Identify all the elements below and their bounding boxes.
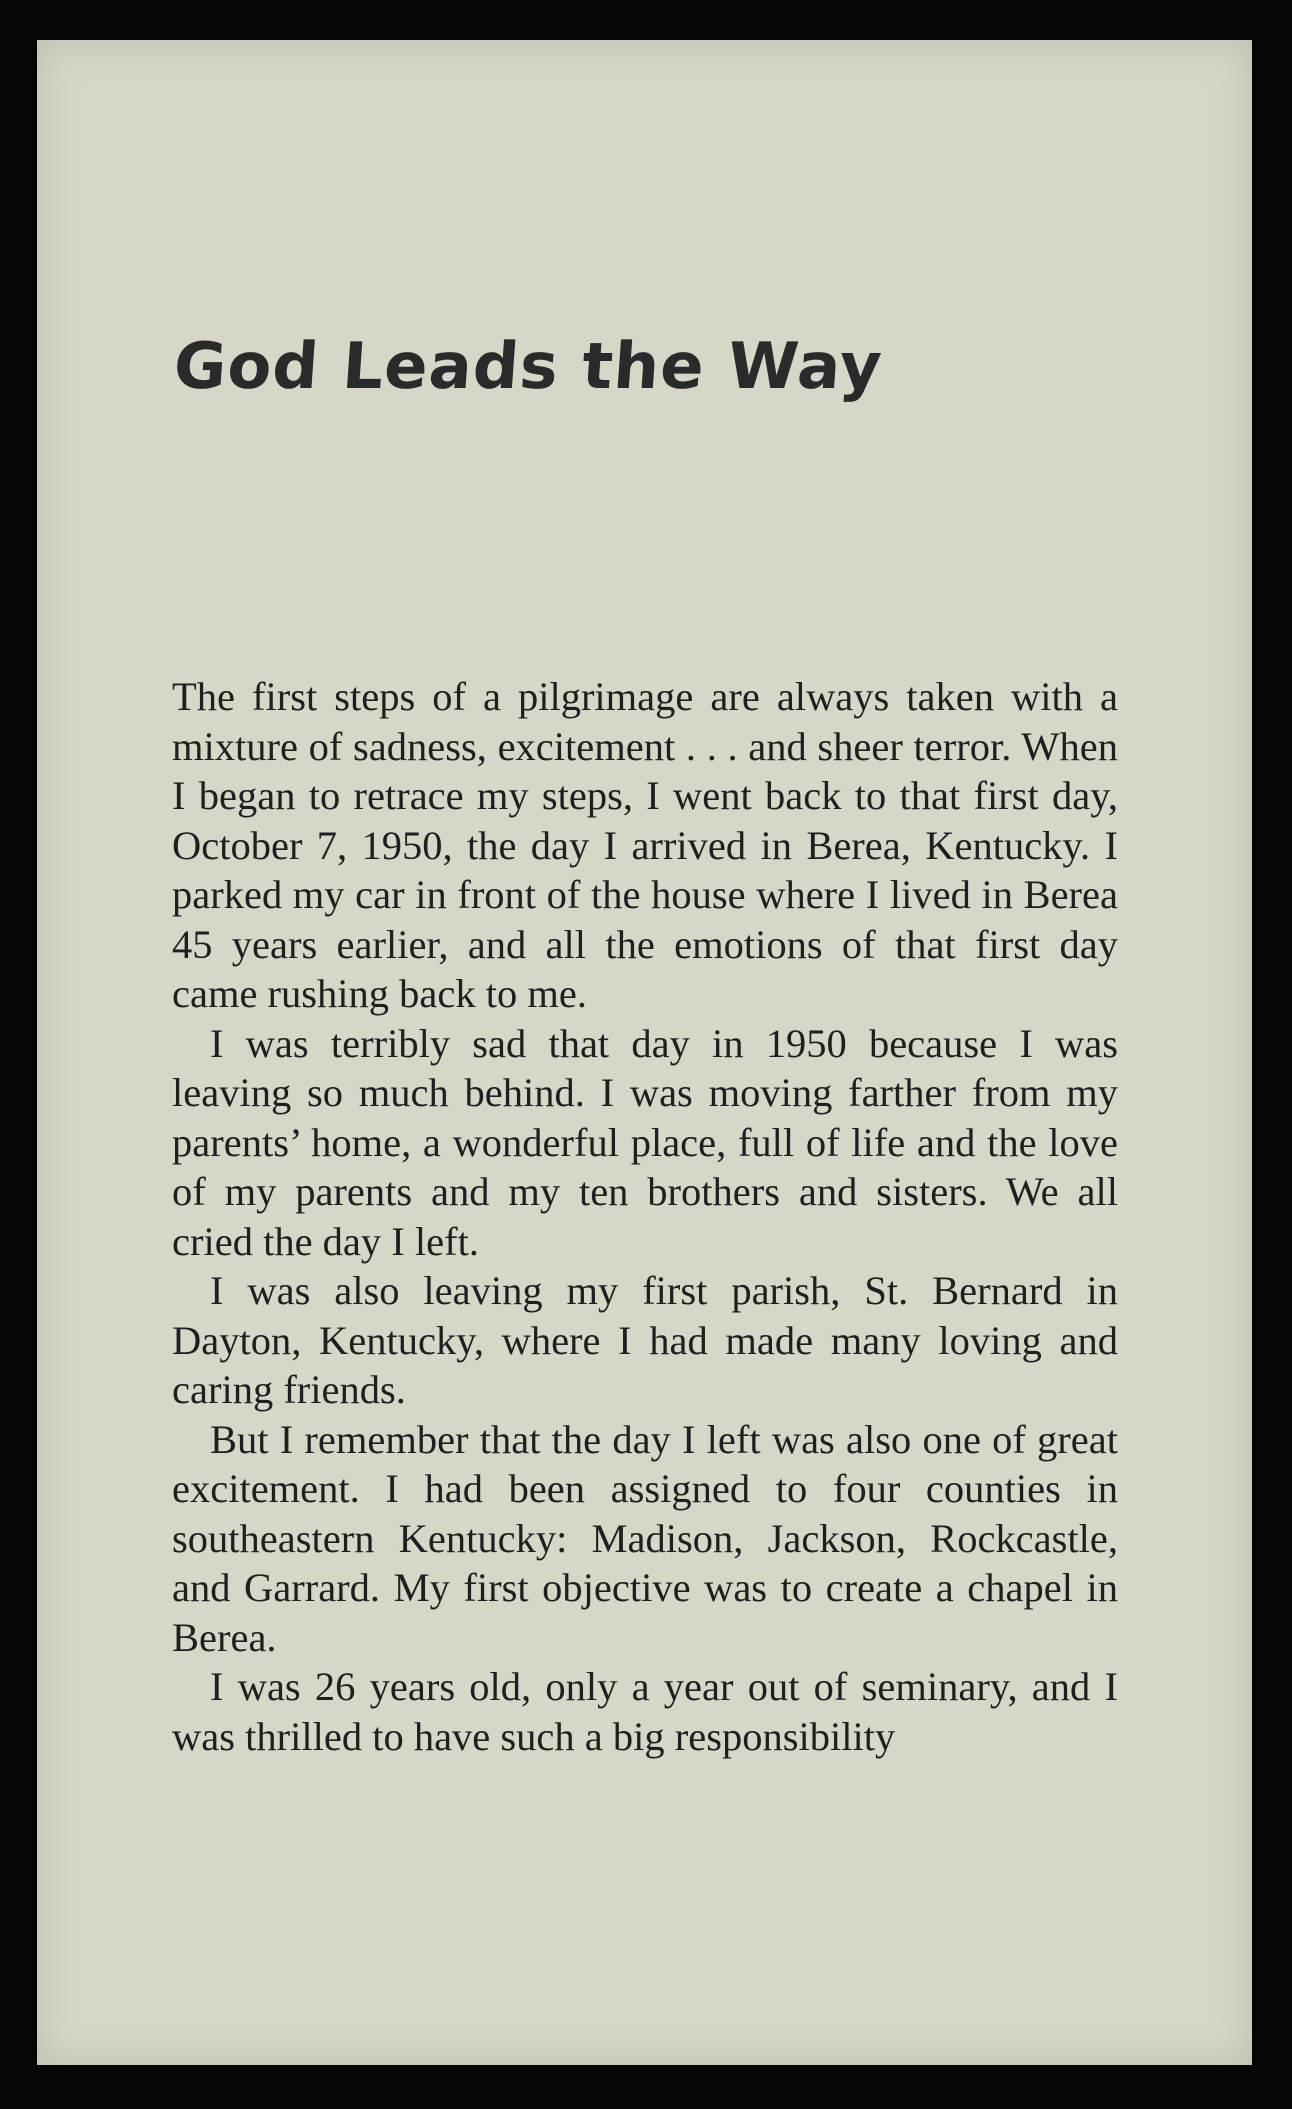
document-page (37, 40, 1252, 2065)
paragraph-2: I was terribly sad that day in 1950 because I was leaving so much behind. I was moving farther from my parents’ home, a wonderful place, full of life and the love of my parents and my ten brothers and sisters. We all cried the day I left. (172, 1020, 1118, 1264)
paragraph-3: I was also leaving my first parish, St. Bernard in Dayton, Kentucky, where I had made many loving and caring friends. (172, 1268, 1118, 1412)
paragraph-4: But I remember that the day I left was also one of great excitement. I had been assigned to four counties in southeastern Kentucky: Madison, Jackson, Rockcastle, and Garrard. My first objective was to create a chapel in Berea. (172, 1416, 1118, 1660)
body-text (172, 672, 1118, 1761)
paragraph-5: I was 26 years old, only a year out of seminary, and I was thrilled to have such a big responsibility (172, 1664, 1118, 1759)
chapter-title: God Leads the Way (171, 330, 885, 404)
paragraph-1: The first steps of a pilgrimage are always taken with a mixture of sadness, excitement . . . and sheer terror. When I began to retrace my steps, I went back to that first day, October 7, 1950, the day I arrived in Berea, Kentucky. I parked my car in front of the house where I lived in Berea 45 years earlier, and all the emotions of that first day came rushing back to me. (172, 674, 1118, 1016)
